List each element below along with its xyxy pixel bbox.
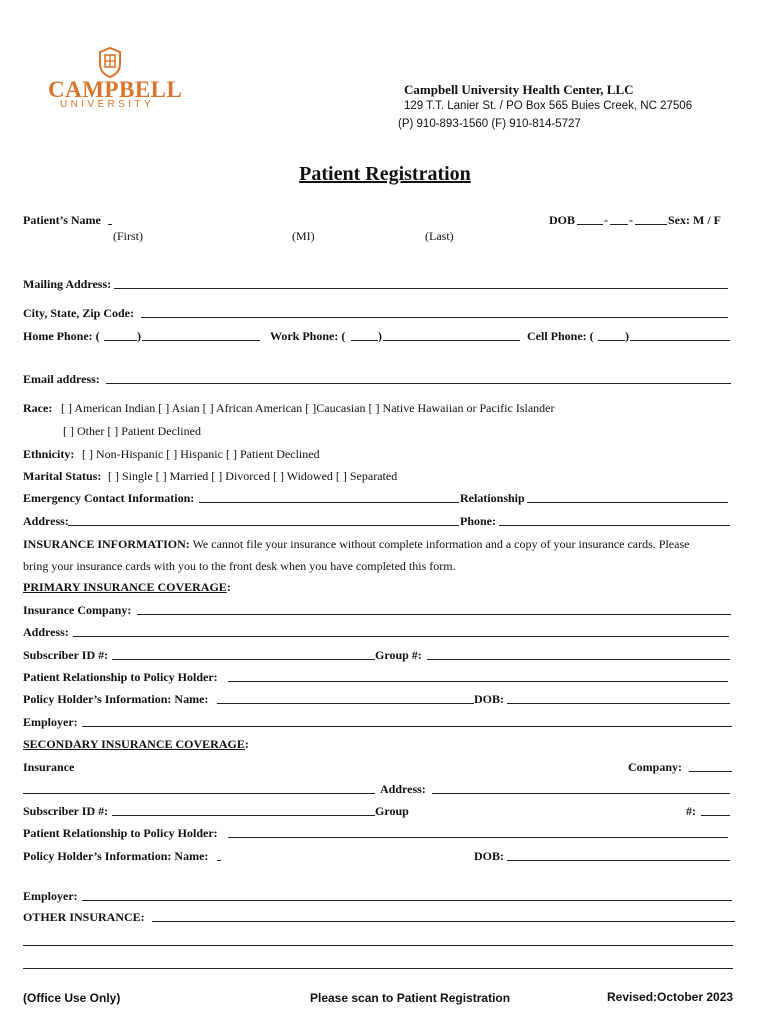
secondary-relationship-field[interactable] [228, 837, 728, 838]
policy-holder-dob-field[interactable] [507, 703, 730, 704]
dob-label: DOB [549, 213, 576, 227]
city-state-zip-field[interactable] [141, 317, 728, 318]
emergency-phone-field[interactable] [499, 525, 730, 526]
dob-year-field[interactable] [635, 224, 667, 225]
cell-area-code-field[interactable] [598, 340, 625, 341]
other-insurance-label: OTHER INSURANCE: [23, 910, 145, 924]
relationship-field[interactable] [527, 502, 728, 503]
dob-month-field[interactable] [577, 224, 603, 225]
patient-name-label: Patient’s Name [23, 213, 101, 227]
home-area-code-field[interactable] [104, 340, 137, 341]
emergency-address-field[interactable] [68, 525, 459, 526]
employer-field[interactable] [82, 726, 732, 727]
form-title: Patient Registration [299, 163, 471, 185]
work-phone-label: Work Phone: ( [270, 329, 346, 343]
policy-holder-name-label: Policy Holder’s Information: Name: [23, 692, 209, 706]
secondary-group-hash-label: #: [686, 804, 696, 818]
subscriber-id-label: Subscriber ID #: [23, 648, 109, 662]
logo-wordmark: CAMPBELL [48, 77, 183, 102]
race-label: Race: [23, 401, 53, 415]
office-use-label: (Office Use Only) [23, 991, 121, 1005]
home-phone-label: Home Phone: ( [23, 329, 100, 343]
secondary-policy-holder-label: Policy Holder’s Information: Name: [23, 849, 209, 863]
email-label: Email address: [23, 372, 100, 386]
emergency-address-label: Address: [23, 514, 69, 528]
work-area-code-field[interactable] [351, 340, 378, 341]
policy-holder-dob-label: DOB: [474, 692, 504, 706]
secondary-relationship-label: Patient Relationship to Policy Holder: [23, 826, 218, 840]
secondary-address-label: Address: [380, 782, 426, 796]
insurance-info-text-2: bring your insurance cards with you to the front desk when you have completed this form. [23, 559, 456, 573]
secondary-policy-holder-field[interactable] [217, 860, 221, 861]
secondary-employer-field[interactable] [82, 900, 732, 901]
home-phone-field[interactable] [142, 340, 260, 341]
primary-address-field[interactable] [73, 636, 729, 637]
emergency-contact-field[interactable] [199, 502, 459, 503]
marital-status-options[interactable]: [ ] Single [ ] Married [ ] Divorced [ ] Widowed [ ] Separated [108, 469, 398, 483]
secondary-employer-label: Employer: [23, 889, 78, 903]
policy-holder-name-field[interactable] [217, 703, 474, 704]
secondary-subscriber-id-label: Subscriber ID #: [23, 804, 109, 818]
secondary-dob-field[interactable] [507, 860, 730, 861]
secondary-insurance-heading: SECONDARY INSURANCE COVERAGE: [23, 737, 249, 751]
cell-phone-paren: ) [625, 329, 629, 343]
dob-sep-1: - [604, 213, 608, 227]
home-phone-paren: ) [137, 329, 141, 343]
marital-status-label: Marital Status: [23, 469, 102, 483]
revised-date: Revised:October 2023 [607, 990, 734, 1004]
patient-name-field[interactable] [108, 224, 112, 225]
city-state-zip-label: City, State, Zip Code: [23, 306, 134, 320]
dob-sep-2: - [629, 213, 633, 227]
other-insurance-field[interactable] [152, 921, 735, 922]
secondary-group-label: Group [375, 804, 409, 818]
ethnicity-options[interactable]: [ ] Non-Hispanic [ ] Hispanic [ ] Patient Declined [82, 447, 320, 461]
sex-label: Sex: M / F [668, 213, 721, 227]
race-options-row-2[interactable]: [ ] Other [ ] Patient Declined [63, 424, 201, 438]
cell-phone-field[interactable] [630, 340, 730, 341]
dob-day-field[interactable] [610, 224, 628, 225]
employer-label: Employer: [23, 715, 78, 729]
group-number-label: Group #: [375, 648, 422, 662]
scan-note: Please scan to Patient Registration [310, 991, 511, 1005]
name-first-caption: (First) [113, 229, 143, 243]
group-number-field[interactable] [427, 659, 730, 660]
work-phone-field[interactable] [383, 340, 520, 341]
org-address: 129 T.T. Lanier St. / PO Box 565 Buies Creek, NC 27506 [404, 100, 693, 112]
org-phones: (P) 910-893-1560 (F) 910-814-5727 [398, 118, 581, 130]
other-insurance-line-2[interactable] [23, 945, 733, 946]
primary-address-label: Address: [23, 625, 69, 639]
secondary-subscriber-id-field[interactable] [112, 815, 375, 816]
emergency-contact-label: Emergency Contact Information: [23, 491, 195, 505]
secondary-group-field[interactable] [701, 815, 730, 816]
cell-phone-label: Cell Phone: ( [527, 329, 594, 343]
race-options-row-1[interactable]: [ ] American Indian [ ] Asian [ ] African American [ ]Caucasian [ ] Native Hawaiian or Pacific Islander [61, 401, 555, 415]
email-field[interactable] [106, 383, 731, 384]
subscriber-id-field[interactable] [112, 659, 375, 660]
insurance-info-text-1: INSURANCE INFORMATION: We cannot file your insurance without complete information and a copy of your insurance cards. Please [23, 537, 690, 551]
work-phone-paren: ) [378, 329, 382, 343]
secondary-company-name-field[interactable] [23, 793, 375, 794]
logo-subtitle: UNIVERSITY [60, 99, 155, 110]
relationship-label: Relationship [460, 491, 525, 505]
ethnicity-label: Ethnicity: [23, 447, 75, 461]
secondary-insurance-label: Insurance [23, 760, 75, 774]
insurance-company-field[interactable] [137, 614, 731, 615]
secondary-company-label: Company: [628, 760, 683, 774]
secondary-company-field[interactable] [689, 771, 732, 772]
secondary-address-field[interactable] [432, 793, 730, 794]
other-insurance-line-3[interactable] [23, 968, 733, 969]
campbell-shield-icon [96, 46, 124, 78]
relationship-policy-field[interactable] [228, 681, 728, 682]
name-last-caption: (Last) [425, 229, 454, 243]
mailing-address-field[interactable] [114, 288, 728, 289]
name-mi-caption: (MI) [292, 229, 315, 243]
secondary-dob-label: DOB: [474, 849, 504, 863]
emergency-phone-label: Phone: [460, 514, 496, 528]
mailing-address-label: Mailing Address: [23, 277, 112, 291]
org-name: Campbell University Health Center, LLC [404, 82, 634, 97]
insurance-company-label: Insurance Company: [23, 603, 132, 617]
primary-insurance-heading: PRIMARY INSURANCE COVERAGE: [23, 580, 231, 594]
relationship-policy-label: Patient Relationship to Policy Holder: [23, 670, 218, 684]
